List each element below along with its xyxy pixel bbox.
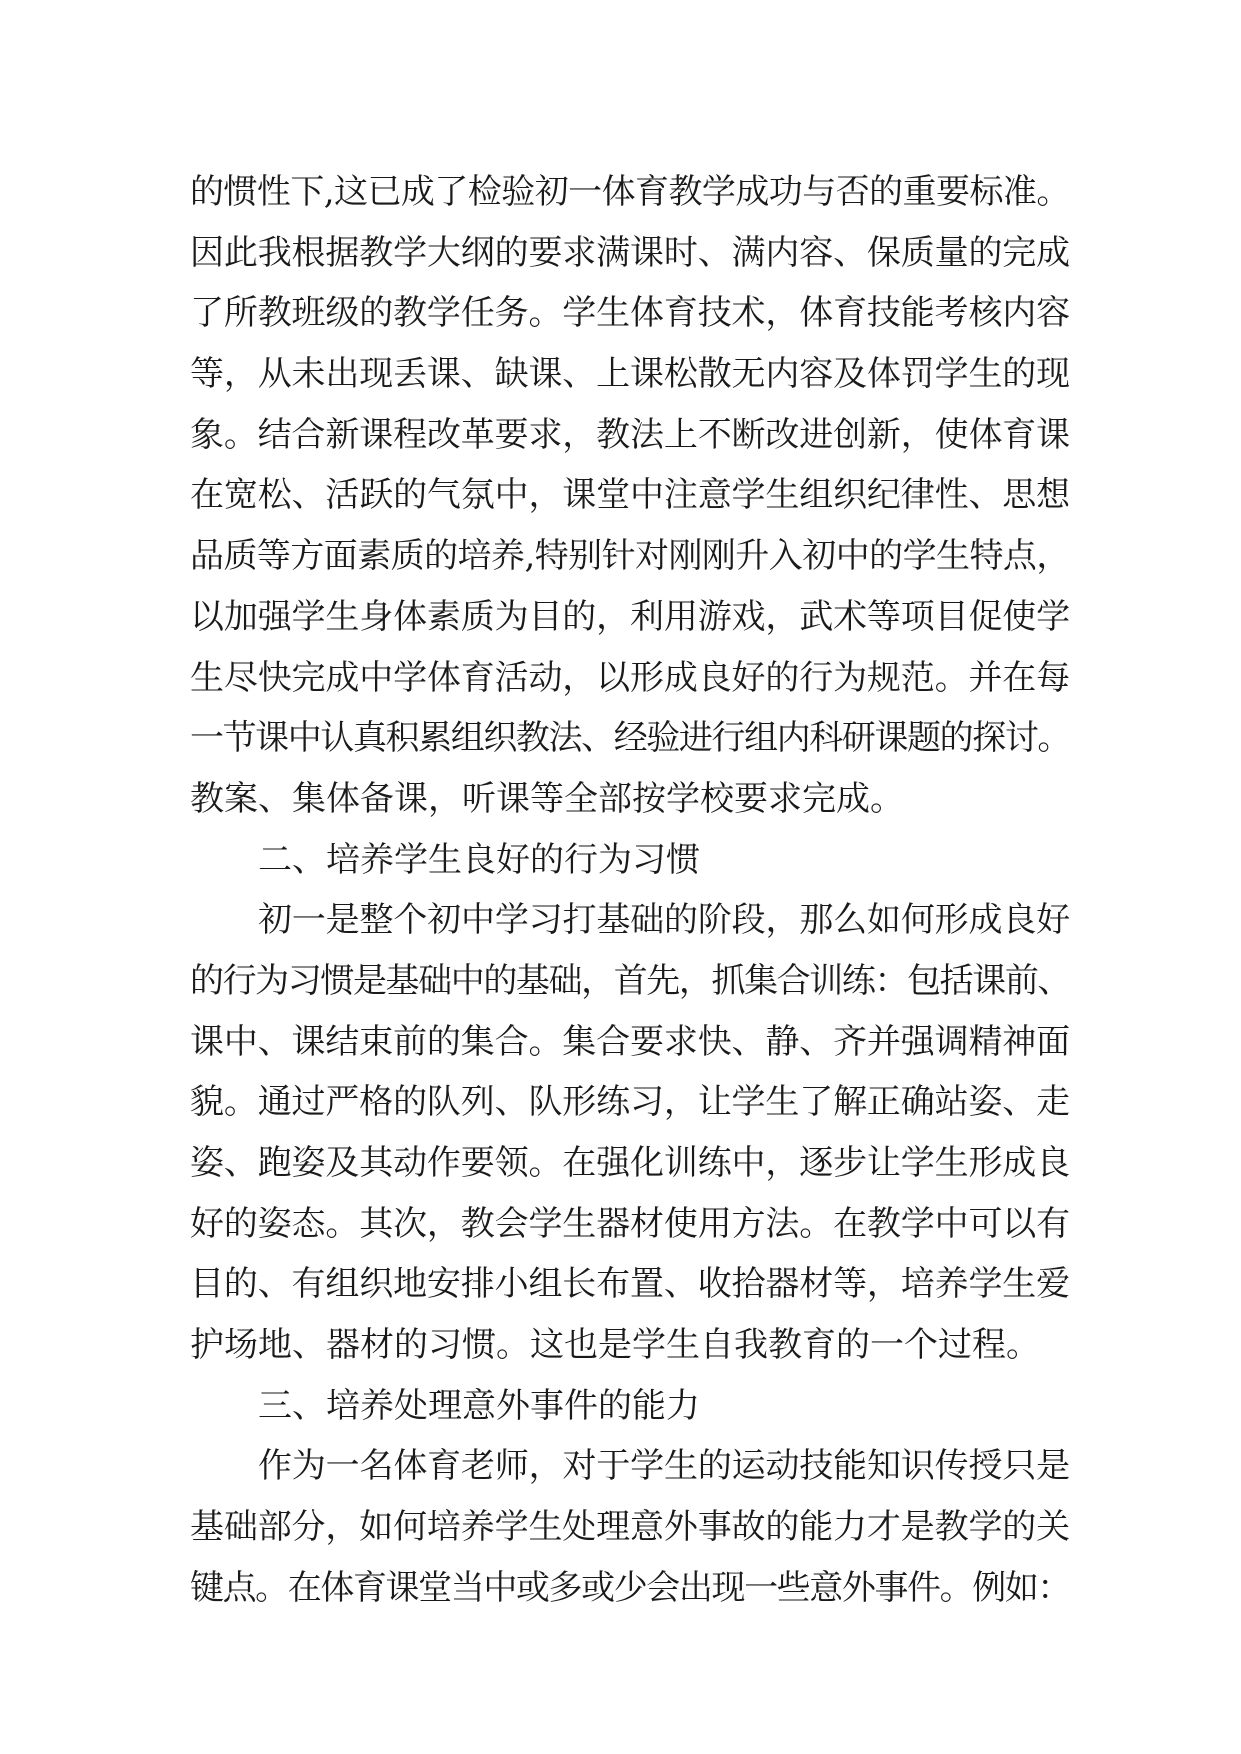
- paragraph-line: 品质等方面素质的培养,特别针对刚刚升入初中的学生特点，: [190, 536, 1070, 577]
- paragraph-line: 的惯性下,这已成了检验初一体育教学成功与否的重要标准。: [190, 172, 1070, 212]
- paragraph-line: 生尽快完成中学体育活动，以形成良好的行为规范。并在每: [190, 657, 1070, 698]
- paragraph-line: 的行为习惯是基础中的基础，首先，抓集合训练：包括课前、: [190, 960, 1070, 1001]
- paragraph-line: 貌。通过严格的队列、队形练习，让学生了解正确站姿、走: [190, 1082, 1070, 1123]
- paragraph-line: 因此我根据教学大纲的要求满课时、满内容、保质量的完成: [190, 232, 1070, 273]
- paragraph-line: 课中、课结束前的集合。集合要求快、静、齐并强调精神面: [190, 1021, 1070, 1062]
- paragraph-line: 等，从未出现丢课、缺课、上课松散无内容及体罚学生的现: [190, 354, 1070, 395]
- paragraph-line: 好的姿态。其次，教会学生器材使用方法。在教学中可以有: [190, 1203, 1070, 1244]
- paragraph-line: 一节课中认真积累组织教法、经验进行组内科研课题的探讨。: [190, 718, 1070, 759]
- paragraph-line-indented: 作为一名体育老师，对于学生的运动技能知识传授只是: [258, 1446, 1070, 1487]
- paragraph-line: 在宽松、活跃的气氛中，课堂中注意学生组织纪律性、思想: [190, 475, 1070, 516]
- paragraph-line: 了所教班级的教学任务。学生体育技术，体育技能考核内容: [190, 293, 1070, 334]
- paragraph-line: 目的、有组织地安排小组长布置、收拾器材等，培养学生爱: [190, 1264, 1070, 1305]
- paragraph-line: 以加强学生身体素质为目的，利用游戏，武术等项目促使学: [190, 596, 1070, 637]
- document-body: [190, 162, 1070, 1619]
- paragraph-line: 基础部分，如何培养学生处理意外事故的能力才是教学的关: [190, 1507, 1070, 1548]
- paragraph-line-indented: 二、培养学生良好的行为习惯: [258, 839, 700, 880]
- paragraph-line: 键点。在体育课堂当中或多或少会出现一些意外事件。例如：: [190, 1567, 1070, 1608]
- paragraph-line: 护场地、器材的习惯。这也是学生自我教育的一个过程。: [190, 1325, 1040, 1366]
- paragraph-line: 教案、集体备课，听课等全部按学校要求完成。: [190, 778, 904, 819]
- paragraph-line: 象。结合新课程改革要求，教法上不断改进创新，使体育课: [190, 414, 1070, 455]
- paragraph-line: 姿、跑姿及其动作要领。在强化训练中，逐步让学生形成良: [190, 1143, 1070, 1183]
- paragraph-line-indented: 初一是整个初中学习打基础的阶段，那么如何形成良好: [258, 900, 1070, 941]
- paragraph-line-indented: 三、培养处理意外事件的能力: [258, 1385, 700, 1426]
